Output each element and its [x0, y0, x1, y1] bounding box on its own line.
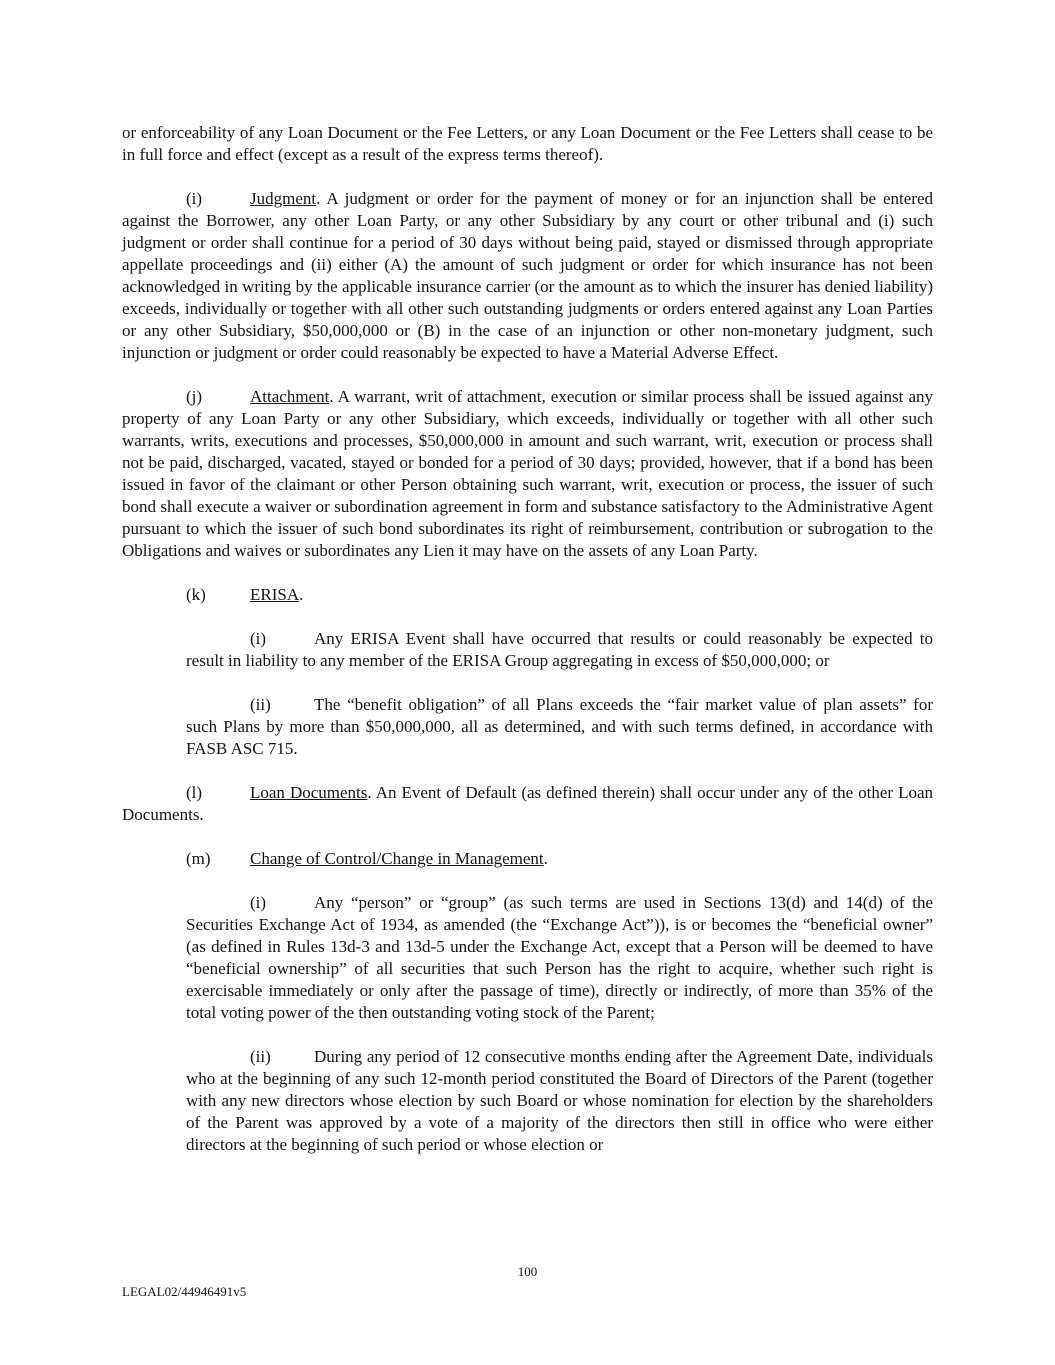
clause-body: . A warrant, writ of attachment, execution or similar process shall be issued against any property of any Loan Party or any other Subsidiary, which exceeds, individually or together with all other such warrants, writs, executions and processes, $50,000,000 in amount and such warrant, writ, execution or process shall not be paid, discharged, vacated, stayed or bonded for a period of 30 days; provided, however, that if a bond has been issued in favor of the claimant or other Person obtaining such warrant, writ, execution or process, the issuer of such bond shall execute a waiver or subordination agreement in form and substance satisfactory to the Administrative Agent pursuant to which the issuer of such bond subordinates its right of reimbursement, contribution or subrogation to the Obligations and waives or subordinates any Lien it may have on the assets of any Loan Party.: [122, 387, 933, 560]
paragraph-erisa-i: [186, 628, 933, 672]
clause-body: .: [543, 849, 548, 868]
clause-heading: Attachment: [250, 387, 330, 406]
paragraph-erisa: [122, 584, 933, 606]
clause-body: . A judgment or order for the payment of money or for an injunction shall be entered against the Borrower, any other Loan Party, or any other Subsidiary by any court or other tribunal and (i) such judgment or order shall continue for a period of 30 days without being paid, stayed or dismissed through appropriate appellate proceedings and (ii) either (A) the amount of such judgment or order for which insurance has not been acknowledged in writing by the applicable insurance carrier (or the amount as to which the insurer has denied liability) exceeds, individually or together with all other such outstanding judgments or orders entered against any Loan Parties or any other Subsidiary, $50,000,000 or (B) in the case of an injunction or other non-monetary judgment, such injunction or judgment or order could reasonably be expected to have a Material Adverse Effect.: [122, 189, 933, 362]
paragraph-change-ii: [186, 1046, 933, 1156]
clause-body: Any “person” or “group” (as such terms are used in Sections 13(d) and 14(d) of the Securities Exchange Act of 1934, as amended (the “Exchange Act”)), is or becomes the “beneficial owner” (as defined in Rules 13d-3 and 13d-5 under the Exchange Act, except that a Person will be deemed to have “beneficial ownership” of all securities that such Person has the right to acquire, whether such right is exercisable immediately or only after the passage of time), directly or indirectly, of more than 35% of the total voting power of the then outstanding voting stock of the Parent;: [186, 893, 933, 1022]
document-body: [122, 122, 933, 1178]
clause-body: The “benefit obligation” of all Plans exceeds the “fair market value of plan assets” for such Plans by more than $50,000,000, all as determined, and with such terms defined, in accordance with FASB ASC 715.: [186, 695, 933, 758]
clause-label: (ii): [250, 695, 271, 714]
clause-label: (i): [250, 893, 267, 912]
clause-heading: Judgment: [250, 189, 317, 208]
paragraph-change-i: [186, 892, 933, 1024]
paragraph-change-of-control: [122, 848, 933, 870]
clause-heading: Loan Documents: [250, 783, 368, 802]
paragraph-text: or enforceability of any Loan Document or the Fee Letters, or any Loan Document or the Fee Letters shall cease to be in full force and effect (except as a result of the express terms thereof).: [122, 123, 933, 164]
clause-label: (k): [186, 585, 206, 604]
paragraph-judgment: [122, 188, 933, 364]
clause-label: (i): [250, 629, 267, 648]
paragraph-continuation: [122, 122, 933, 166]
clause-body: During any period of 12 consecutive months ending after the Agreement Date, individuals who at the beginning of any such 12-month period constituted the Board of Directors of the Parent (together with any new directors whose election by such Board or whose nomination for election by the shareholders of the Parent was approved by a vote of a majority of the directors then still in office who were either directors at the beginning of such period or whose election or: [186, 1047, 933, 1154]
clause-label: (i): [186, 189, 203, 208]
paragraph-loan-documents: [122, 782, 933, 826]
paragraph-erisa-ii: [186, 694, 933, 760]
clause-body: . An Event of Default (as defined therein) shall occur under any of the other Loan Documents.: [122, 783, 934, 824]
clause-body: Any ERISA Event shall have occurred that results or could reasonably be expected to result in liability to any member of the ERISA Group aggregating in excess of $50,000,000; or: [186, 629, 933, 670]
clause-label: (l): [186, 783, 203, 802]
clause-label: (m): [186, 849, 211, 868]
document-id: LEGAL02/44946491v5: [122, 1284, 247, 1299]
paragraph-attachment: [122, 386, 933, 562]
page-number: 100: [517, 1264, 538, 1279]
clause-label: (ii): [250, 1047, 271, 1066]
clause-heading: ERISA: [250, 585, 300, 604]
clause-heading: Change of Control/Change in Management: [250, 849, 544, 868]
clause-label: (j): [186, 387, 203, 406]
clause-body: .: [299, 585, 304, 604]
